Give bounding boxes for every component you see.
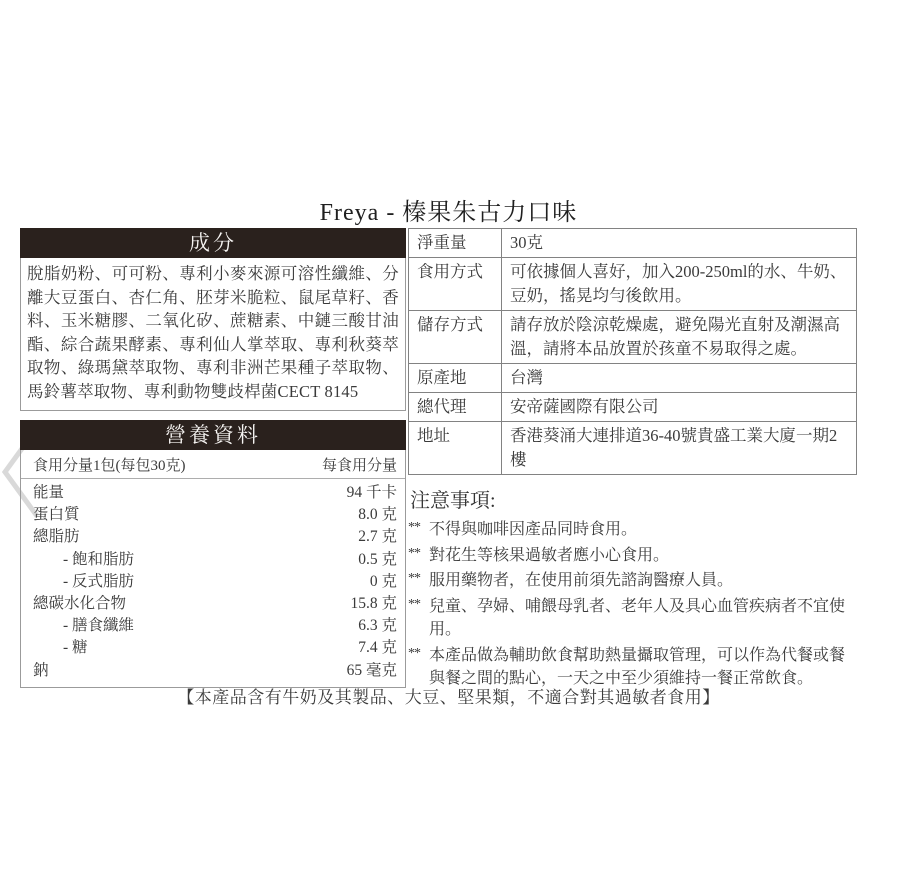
nutrition-row [21, 660, 405, 682]
nutrient-name: 鈉 [33, 661, 49, 679]
spacer [20, 411, 406, 420]
note-text: 本產品做為輔助飲食幫助熱量攝取管理，可以作為代餐或餐與餐之間的點心，一天之中至少須維持一餐正常飲食。 [429, 646, 846, 687]
serving-row [21, 450, 405, 479]
info-value: 請存放於陰涼乾燥處，避免陽光直射及潮濕高溫，請將本品放置於孩童不易取得之處。 [502, 311, 857, 364]
nutrient-value: 8.0 克 [358, 506, 397, 524]
nutrient-name: - 反式脂肪 [63, 572, 135, 590]
note-item [408, 544, 857, 568]
nutrient-value: 15.8 克 [350, 595, 397, 613]
info-label: 食用方式 [409, 258, 502, 311]
nutrition-table [20, 450, 406, 688]
note-item [408, 595, 857, 642]
table-row [409, 422, 857, 475]
info-value: 香港葵涌大連排道36-40號貴盛工業大廈一期2樓 [502, 422, 857, 475]
note-marker: ** [408, 596, 420, 612]
nutrition-row [21, 549, 405, 571]
nutrition-rows [21, 479, 405, 687]
nutrition-row [21, 637, 405, 659]
note-text: 不得與咖啡因產品同時食用。 [429, 521, 638, 538]
nutrient-name: 總碳水化合物 [33, 595, 127, 613]
nutrition-row [21, 526, 405, 548]
nutrient-name: - 膳食纖維 [63, 617, 135, 635]
info-label: 地址 [409, 422, 502, 475]
notes-list [408, 518, 857, 691]
info-value: 台灣 [502, 364, 857, 393]
nutrition-row [21, 615, 405, 637]
table-row [409, 393, 857, 422]
info-label: 原產地 [409, 364, 502, 393]
nutrition-row [21, 571, 405, 593]
note-marker: ** [408, 520, 420, 535]
product-info-table [408, 228, 857, 475]
nutrient-value: 7.4 克 [358, 639, 397, 657]
per-serving-column-header: 每食用分量 [321, 458, 397, 474]
info-value: 可依據個人喜好，加入200-250ml的水、牛奶、豆奶，搖晃均勻後飲用。 [502, 258, 857, 311]
nutrient-name: - 糖 [63, 639, 88, 657]
nutrient-value: 0 克 [369, 572, 397, 590]
left-column [20, 228, 406, 688]
nutrition-row [21, 593, 405, 615]
table-row [409, 364, 857, 393]
note-text: 兒童、孕婦、哺餵母乳者、老年人及具心血管疾病者不宜使用。 [429, 597, 846, 638]
note-marker: ** [408, 645, 420, 661]
note-text: 服用藥物者，在使用前須先諮詢醫療人員。 [429, 572, 734, 589]
nutrition-row [21, 482, 405, 504]
nutrient-name: - 飽和脂肪 [63, 550, 135, 568]
info-value: 30克 [502, 229, 857, 258]
notes-header: 注意事項: [410, 490, 496, 512]
nutrient-name: 總脂肪 [33, 528, 80, 546]
notes-section [408, 484, 857, 691]
info-value: 安帝薩國際有限公司 [502, 393, 857, 422]
note-item [408, 569, 857, 593]
table-row [409, 311, 857, 364]
table-row [409, 229, 857, 258]
right-column [408, 228, 857, 693]
nutrient-value: 0.5 克 [358, 550, 397, 568]
serving-size-label: 食用分量1包(每包30克) [33, 458, 186, 474]
nutrition-row [21, 504, 405, 526]
info-label: 儲存方式 [409, 311, 502, 364]
table-row [409, 258, 857, 311]
nutrient-name: 能量 [33, 484, 65, 501]
note-marker: ** [408, 545, 420, 561]
note-text: 對花生等核果過敏者應小心食用。 [429, 546, 670, 564]
note-marker: ** [408, 571, 420, 586]
nutrient-value: 6.3 克 [358, 617, 397, 635]
ingredients-text: 脫脂奶粉、可可粉、專利小麥來源可溶性纖維、分離大豆蛋白、杏仁角、胚芽米脆粒、鼠尾草籽、香料、玉米糖膠、二氧化矽、蔗糖素、中鏈三酸甘油酯、綜合蔬果酵素、專利仙人掌萃取、專利秋葵萃取物、綠瑪黛萃取物、專利非洲芒果種子萃取物、馬鈴薯萃取物、專利動物雙歧桿菌CECT 8145 [20, 258, 406, 411]
page-title: Freya - 榛果朱古力口味 [319, 200, 578, 226]
nutrition-header: 營養資料 [20, 420, 406, 450]
note-item [408, 518, 857, 542]
nutrient-value: 94 千卡 [346, 484, 397, 501]
nutrient-value: 2.7 克 [358, 528, 397, 546]
ingredients-header: 成分 [20, 228, 406, 258]
info-label: 淨重量 [409, 229, 502, 258]
nutrient-name: 蛋白質 [33, 506, 80, 524]
info-label: 總代理 [409, 393, 502, 422]
allergen-statement: 【本產品含有牛奶及其製品、大豆、堅果類，不適合對其過敏者食用】 [177, 688, 720, 707]
nutrient-value: 65 毫克 [346, 661, 397, 679]
